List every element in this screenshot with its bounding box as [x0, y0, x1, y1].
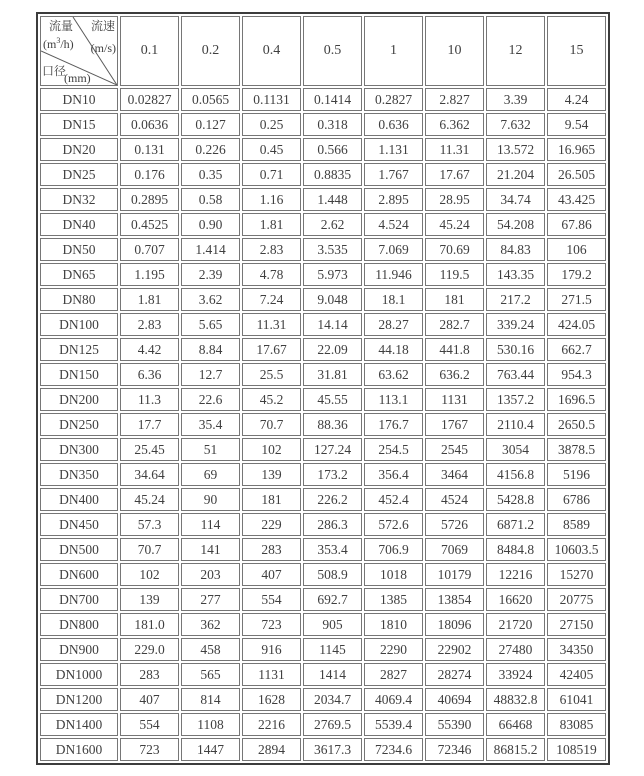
table-row-DN100: [40, 313, 606, 336]
flow-value-cell: 0.127: [181, 113, 240, 136]
table-row-DN65: [40, 263, 606, 286]
flow-value-cell: 1357.2: [486, 388, 545, 411]
flow-value-cell: 2769.5: [303, 713, 362, 736]
flow-value-cell: 3878.5: [547, 438, 606, 461]
flow-value-cell: 271.5: [547, 288, 606, 311]
flow-value-cell: 6871.2: [486, 513, 545, 536]
flow-value-cell: 636.2: [425, 363, 484, 386]
flow-value-cell: 13854: [425, 588, 484, 611]
flow-value-cell: 34.64: [120, 463, 179, 486]
flow-value-cell: 84.83: [486, 238, 545, 261]
diagonal-corner-inner: [41, 17, 117, 85]
header-row: [40, 16, 606, 86]
flow-value-cell: 954.3: [547, 363, 606, 386]
flow-value-cell: 70.69: [425, 238, 484, 261]
flow-value-cell: 723: [120, 738, 179, 761]
table-row-DN50: [40, 238, 606, 261]
flow-value-cell: 286.3: [303, 513, 362, 536]
flow-value-cell: 45.55: [303, 388, 362, 411]
flow-value-cell: 3.535: [303, 238, 362, 261]
table-row-DN32: [40, 188, 606, 211]
flow-value-cell: 1385: [364, 588, 423, 611]
flow-value-cell: 229.0: [120, 638, 179, 661]
flow-value-cell: 35.4: [181, 413, 240, 436]
flow-value-cell: 2827: [364, 663, 423, 686]
diameter-cell-DN350: DN350: [40, 463, 118, 486]
table-row-DN450: [40, 513, 606, 536]
diameter-cell-DN1400: DN1400: [40, 713, 118, 736]
flow-value-cell: 0.2895: [120, 188, 179, 211]
diameter-cell-DN1200: DN1200: [40, 688, 118, 711]
table-row-DN250: [40, 413, 606, 436]
flow-value-cell: 9.54: [547, 113, 606, 136]
flow-value-cell: 6.362: [425, 113, 484, 136]
flow-value-cell: 108519: [547, 738, 606, 761]
flow-value-cell: 283: [242, 538, 301, 561]
flow-value-cell: 0.0636: [120, 113, 179, 136]
flow-value-cell: 181: [242, 488, 301, 511]
flow-value-cell: 28.95: [425, 188, 484, 211]
flow-value-cell: 34.74: [486, 188, 545, 211]
flow-value-cell: 2650.5: [547, 413, 606, 436]
diameter-cell-DN900: DN900: [40, 638, 118, 661]
table-row-DN1600: [40, 738, 606, 761]
diameter-cell-DN800: DN800: [40, 613, 118, 636]
diameter-cell-DN65: DN65: [40, 263, 118, 286]
flow-value-cell: 48832.8: [486, 688, 545, 711]
flow-value-cell: 44.18: [364, 338, 423, 361]
flow-value-cell: 15270: [547, 563, 606, 586]
flow-value-cell: 22902: [425, 638, 484, 661]
flow-value-cell: 2894: [242, 738, 301, 761]
flow-value-cell: 27480: [486, 638, 545, 661]
table-row-DN500: [40, 538, 606, 561]
flow-value-cell: 70.7: [242, 413, 301, 436]
flow-value-cell: 2034.7: [303, 688, 362, 711]
flow-value-cell: 0.71: [242, 163, 301, 186]
table-row-DN700: [40, 588, 606, 611]
diameter-cell-DN32: DN32: [40, 188, 118, 211]
flow-value-cell: 181: [425, 288, 484, 311]
flow-value-cell: 4069.4: [364, 688, 423, 711]
diameter-cell-DN450: DN450: [40, 513, 118, 536]
flow-value-cell: 0.45: [242, 138, 301, 161]
diameter-cell-DN500: DN500: [40, 538, 118, 561]
flow-value-cell: 217.2: [486, 288, 545, 311]
flow-value-cell: 11.946: [364, 263, 423, 286]
table-row-DN15: [40, 113, 606, 136]
flow-value-cell: 181.0: [120, 613, 179, 636]
flow-value-cell: 9.048: [303, 288, 362, 311]
flow-value-cell: 362: [181, 613, 240, 636]
velocity-header-12: 12: [486, 16, 545, 86]
flow-value-cell: 3054: [486, 438, 545, 461]
velocity-unit-label: (m/s): [90, 41, 116, 55]
velocity-header-0.5: 0.5: [303, 16, 362, 86]
flow-value-cell: 28.27: [364, 313, 423, 336]
diameter-cell-DN125: DN125: [40, 338, 118, 361]
flow-value-cell: 814: [181, 688, 240, 711]
diameter-cell-DN20: DN20: [40, 138, 118, 161]
flow-value-cell: 90: [181, 488, 240, 511]
flow-value-cell: 7234.6: [364, 738, 423, 761]
flow-value-cell: 4.24: [547, 88, 606, 111]
flow-value-cell: 4.524: [364, 213, 423, 236]
flow-value-cell: 67.86: [547, 213, 606, 236]
flow-value-cell: 33924: [486, 663, 545, 686]
flow-value-cell: 34350: [547, 638, 606, 661]
flow-value-cell: 0.226: [181, 138, 240, 161]
diameter-cell-DN250: DN250: [40, 413, 118, 436]
flow-value-cell: 353.4: [303, 538, 362, 561]
flow-value-cell: 2.39: [181, 263, 240, 286]
flow-value-cell: 119.5: [425, 263, 484, 286]
flow-value-cell: 55390: [425, 713, 484, 736]
table-row-DN1200: [40, 688, 606, 711]
flow-value-cell: 10603.5: [547, 538, 606, 561]
flow-value-cell: 88.36: [303, 413, 362, 436]
diameter-cell-DN50: DN50: [40, 238, 118, 261]
flow-value-cell: 40694: [425, 688, 484, 711]
flow-value-cell: 1108: [181, 713, 240, 736]
diameter-cell-DN1000: DN1000: [40, 663, 118, 686]
flow-value-cell: 1.81: [120, 288, 179, 311]
diameter-cell-DN40: DN40: [40, 213, 118, 236]
flow-value-cell: 5428.8: [486, 488, 545, 511]
flow-value-cell: 1145: [303, 638, 362, 661]
flow-value-cell: 254.5: [364, 438, 423, 461]
flow-unit-label: $(m^3/h)$: [43, 36, 74, 51]
flow-value-cell: 1696.5: [547, 388, 606, 411]
flow-value-cell: 57.3: [120, 513, 179, 536]
flow-value-cell: 11.31: [242, 313, 301, 336]
table-row-DN350: [40, 463, 606, 486]
flow-value-cell: 424.05: [547, 313, 606, 336]
flow-value-cell: 0.90: [181, 213, 240, 236]
table-row-DN600: [40, 563, 606, 586]
flow-value-cell: 1.81: [242, 213, 301, 236]
table-row-DN40: [40, 213, 606, 236]
flow-value-cell: 3464: [425, 463, 484, 486]
flow-value-cell: 3617.3: [303, 738, 362, 761]
diameter-cell-DN100: DN100: [40, 313, 118, 336]
flow-value-cell: 12216: [486, 563, 545, 586]
flow-value-cell: 16620: [486, 588, 545, 611]
flow-value-cell: 0.1131: [242, 88, 301, 111]
flow-value-cell: 14.14: [303, 313, 362, 336]
flow-value-cell: 1131: [425, 388, 484, 411]
flow-value-cell: 16.965: [547, 138, 606, 161]
flow-value-cell: 8589: [547, 513, 606, 536]
flow-value-cell: 66468: [486, 713, 545, 736]
flow-value-cell: 2.83: [120, 313, 179, 336]
flow-value-cell: 508.9: [303, 563, 362, 586]
flow-value-cell: 572.6: [364, 513, 423, 536]
velocity-header-0.4: 0.4: [242, 16, 301, 86]
flow-value-cell: 692.7: [303, 588, 362, 611]
flow-value-cell: 141: [181, 538, 240, 561]
flow-value-cell: 25.5: [242, 363, 301, 386]
flow-value-cell: 17.67: [425, 163, 484, 186]
table-row-DN25: [40, 163, 606, 186]
velocity-header-15: 15: [547, 16, 606, 86]
flow-value-cell: 4.42: [120, 338, 179, 361]
flow-value-cell: 7069: [425, 538, 484, 561]
flow-value-cell: 31.81: [303, 363, 362, 386]
flow-value-cell: 2.827: [425, 88, 484, 111]
flow-value-cell: 20775: [547, 588, 606, 611]
flow-value-cell: 1447: [181, 738, 240, 761]
flow-value-cell: 106: [547, 238, 606, 261]
flow-value-cell: 5196: [547, 463, 606, 486]
flow-value-cell: 554: [242, 588, 301, 611]
flow-value-cell: 2.83: [242, 238, 301, 261]
flow-value-cell: 0.58: [181, 188, 240, 211]
flow-value-cell: 7.069: [364, 238, 423, 261]
diameter-cell-DN400: DN400: [40, 488, 118, 511]
diameter-unit-label: (mm): [64, 71, 91, 85]
flow-value-cell: 662.7: [547, 338, 606, 361]
flow-value-cell: 7.632: [486, 113, 545, 136]
flow-value-cell: 0.8835: [303, 163, 362, 186]
flow-value-cell: 173.2: [303, 463, 362, 486]
table-row-DN800: [40, 613, 606, 636]
flow-value-cell: 102: [120, 563, 179, 586]
flow-rate-table-body: [40, 16, 606, 761]
flow-value-cell: 458: [181, 638, 240, 661]
flow-value-cell: 229: [242, 513, 301, 536]
flow-value-cell: 203: [181, 563, 240, 586]
flow-value-cell: 7.24: [242, 288, 301, 311]
table-row-DN200: [40, 388, 606, 411]
flow-value-cell: 723: [242, 613, 301, 636]
flow-value-cell: 5.973: [303, 263, 362, 286]
flow-value-cell: 28274: [425, 663, 484, 686]
diagonal-corner-cell: [40, 16, 118, 86]
table-row-DN20: [40, 138, 606, 161]
flow-value-cell: 102: [242, 438, 301, 461]
flow-value-cell: 45.24: [425, 213, 484, 236]
flow-value-cell: 179.2: [547, 263, 606, 286]
flow-value-cell: 2110.4: [486, 413, 545, 436]
flow-value-cell: 0.4525: [120, 213, 179, 236]
flow-value-cell: 8.84: [181, 338, 240, 361]
table-row-DN1000: [40, 663, 606, 686]
flow-value-cell: 69: [181, 463, 240, 486]
table-row-DN80: [40, 288, 606, 311]
flow-value-cell: 21720: [486, 613, 545, 636]
flow-value-cell: 0.566: [303, 138, 362, 161]
flow-value-cell: 1.16: [242, 188, 301, 211]
flow-value-cell: 283: [120, 663, 179, 686]
flow-value-cell: 763.44: [486, 363, 545, 386]
flow-value-cell: 139: [242, 463, 301, 486]
flow-value-cell: 63.62: [364, 363, 423, 386]
flow-value-cell: 0.707: [120, 238, 179, 261]
flow-value-cell: 83085: [547, 713, 606, 736]
velocity-header-1: 1: [364, 16, 423, 86]
flow-value-cell: 407: [242, 563, 301, 586]
diameter-cell-DN700: DN700: [40, 588, 118, 611]
flow-value-cell: 176.7: [364, 413, 423, 436]
flow-value-cell: 139: [120, 588, 179, 611]
flow-value-cell: 113.1: [364, 388, 423, 411]
velocity-header-0.1: 0.1: [120, 16, 179, 86]
diameter-cell-DN80: DN80: [40, 288, 118, 311]
flow-value-cell: 452.4: [364, 488, 423, 511]
flow-value-cell: 143.35: [486, 263, 545, 286]
flow-value-cell: 554: [120, 713, 179, 736]
flow-value-cell: 25.45: [120, 438, 179, 461]
flow-value-cell: 72346: [425, 738, 484, 761]
flow-value-cell: 42405: [547, 663, 606, 686]
flow-value-cell: 441.8: [425, 338, 484, 361]
flow-value-cell: 127.24: [303, 438, 362, 461]
flow-value-cell: 1.195: [120, 263, 179, 286]
flow-value-cell: 706.9: [364, 538, 423, 561]
diameter-cell-DN25: DN25: [40, 163, 118, 186]
flow-value-cell: 54.208: [486, 213, 545, 236]
flow-value-cell: 1767: [425, 413, 484, 436]
flow-value-cell: 2.895: [364, 188, 423, 211]
flow-value-cell: 2216: [242, 713, 301, 736]
flow-value-cell: 0.2827: [364, 88, 423, 111]
flow-value-cell: 1.414: [181, 238, 240, 261]
flow-value-cell: 27150: [547, 613, 606, 636]
flow-value-cell: 51: [181, 438, 240, 461]
flow-value-cell: 114: [181, 513, 240, 536]
flow-value-cell: 339.24: [486, 313, 545, 336]
flow-value-cell: 0.0565: [181, 88, 240, 111]
flow-label: 流量: [49, 19, 74, 33]
flow-value-cell: 12.7: [181, 363, 240, 386]
velocity-header-10: 10: [425, 16, 484, 86]
diameter-label: 口径: [42, 64, 67, 78]
flow-value-cell: 45.24: [120, 488, 179, 511]
diameter-cell-DN300: DN300: [40, 438, 118, 461]
flow-value-cell: 1.131: [364, 138, 423, 161]
diameter-cell-DN150: DN150: [40, 363, 118, 386]
flow-value-cell: 277: [181, 588, 240, 611]
diameter-cell-DN15: DN15: [40, 113, 118, 136]
flow-value-cell: 0.636: [364, 113, 423, 136]
diameter-cell-DN600: DN600: [40, 563, 118, 586]
flow-value-cell: 407: [120, 688, 179, 711]
flow-value-cell: 21.204: [486, 163, 545, 186]
flow-value-cell: 2545: [425, 438, 484, 461]
flow-value-cell: 22.09: [303, 338, 362, 361]
flow-value-cell: 26.505: [547, 163, 606, 186]
table-row-DN125: [40, 338, 606, 361]
flow-value-cell: 8484.8: [486, 538, 545, 561]
flow-value-cell: 530.16: [486, 338, 545, 361]
velocity-header-0.2: 0.2: [181, 16, 240, 86]
diameter-cell-DN200: DN200: [40, 388, 118, 411]
diameter-cell-DN10: DN10: [40, 88, 118, 111]
flow-value-cell: 1018: [364, 563, 423, 586]
flow-value-cell: 3.62: [181, 288, 240, 311]
flow-value-cell: 13.572: [486, 138, 545, 161]
table-row-DN400: [40, 488, 606, 511]
flow-value-cell: 0.1414: [303, 88, 362, 111]
flow-value-cell: 565: [181, 663, 240, 686]
flow-value-cell: 11.3: [120, 388, 179, 411]
flow-value-cell: 3.39: [486, 88, 545, 111]
flow-value-cell: 4156.8: [486, 463, 545, 486]
velocity-label: 流速: [90, 19, 115, 33]
flow-value-cell: 0.35: [181, 163, 240, 186]
flow-value-cell: 1414: [303, 663, 362, 686]
flow-value-cell: 6.36: [120, 363, 179, 386]
flow-value-cell: 0.318: [303, 113, 362, 136]
flow-value-cell: 61041: [547, 688, 606, 711]
flow-value-cell: 18.1: [364, 288, 423, 311]
flow-value-cell: 0.02827: [120, 88, 179, 111]
flow-value-cell: 226.2: [303, 488, 362, 511]
flow-value-cell: 4.78: [242, 263, 301, 286]
table-row-DN10: [40, 88, 606, 111]
flow-value-cell: 6786: [547, 488, 606, 511]
flow-value-cell: 17.67: [242, 338, 301, 361]
flow-value-cell: 916: [242, 638, 301, 661]
table-row-DN1400: [40, 713, 606, 736]
flow-value-cell: 356.4: [364, 463, 423, 486]
flow-value-cell: 1.448: [303, 188, 362, 211]
flow-value-cell: 22.6: [181, 388, 240, 411]
cubed-superscript: 3: [56, 36, 61, 45]
flow-value-cell: 282.7: [425, 313, 484, 336]
table-row-DN300: [40, 438, 606, 461]
flow-value-cell: 45.2: [242, 388, 301, 411]
diameter-cell-DN1600: DN1600: [40, 738, 118, 761]
flow-value-cell: 10179: [425, 563, 484, 586]
flow-value-cell: 4524: [425, 488, 484, 511]
flow-value-cell: 2290: [364, 638, 423, 661]
flow-value-cell: 905: [303, 613, 362, 636]
table-row-DN900: [40, 638, 606, 661]
flow-value-cell: 1.767: [364, 163, 423, 186]
flow-value-cell: 1131: [242, 663, 301, 686]
flow-value-cell: 70.7: [120, 538, 179, 561]
flow-value-cell: 5.65: [181, 313, 240, 336]
flow-value-cell: 2.62: [303, 213, 362, 236]
flow-value-cell: 11.31: [425, 138, 484, 161]
flow-rate-table: [36, 12, 610, 765]
table-row-DN150: [40, 363, 606, 386]
flow-value-cell: 5539.4: [364, 713, 423, 736]
flow-value-cell: 0.25: [242, 113, 301, 136]
flow-rate-table-wrapper: [36, 12, 610, 765]
flow-value-cell: 18096: [425, 613, 484, 636]
flow-value-cell: 0.176: [120, 163, 179, 186]
flow-value-cell: 43.425: [547, 188, 606, 211]
flow-value-cell: 0.131: [120, 138, 179, 161]
flow-value-cell: 1628: [242, 688, 301, 711]
flow-value-cell: 5726: [425, 513, 484, 536]
flow-value-cell: 1810: [364, 613, 423, 636]
flow-value-cell: 17.7: [120, 413, 179, 436]
flow-value-cell: 86815.2: [486, 738, 545, 761]
